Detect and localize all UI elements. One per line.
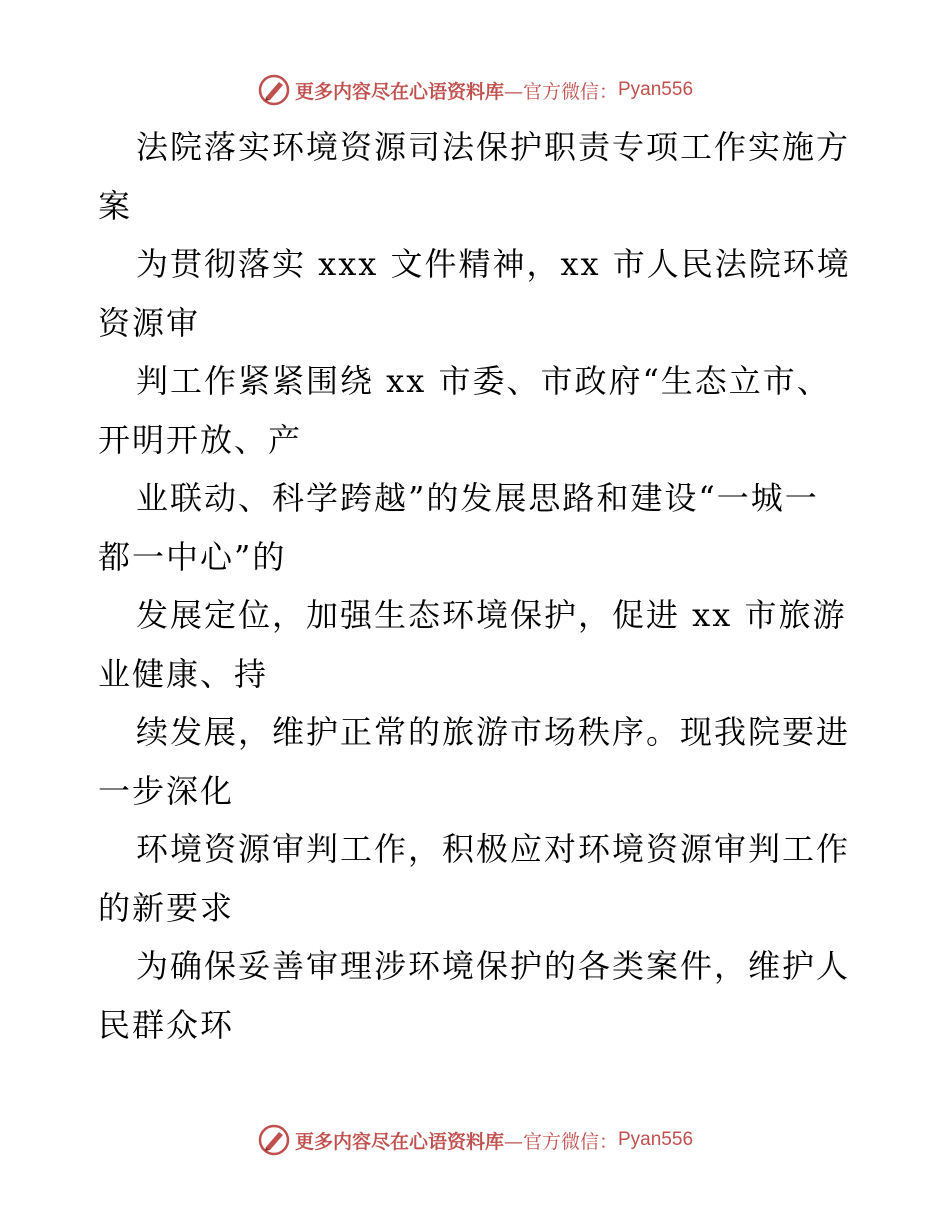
pen-logo-icon <box>257 1123 291 1157</box>
doc-line: 一步深化 <box>98 771 235 810</box>
doc-line: 为确保妥善审理涉环境保护的各类案件，维护人 <box>136 947 851 985</box>
doc-line: 的新要求 <box>98 888 235 927</box>
doc-line: 资源审 <box>98 303 201 342</box>
watermark-id: Pyan556 <box>618 1129 694 1150</box>
watermark-suffix: —官方微信： <box>503 1130 618 1153</box>
pen-logo-icon <box>257 73 291 107</box>
doc-line: 业联动、科学跨越”的发展思路和建设“一城一 <box>136 479 819 517</box>
document-body <box>98 118 858 1054</box>
doc-line: 判工作紧紧围绕 xx 市委、市政府“生态立市、 <box>136 362 831 400</box>
doc-line: 发展定位，加强生态环境保护，促进 xx 市旅游 <box>136 596 847 634</box>
header-watermark <box>0 70 950 110</box>
watermark-suffix: —官方微信： <box>503 80 618 103</box>
doc-title-line-2: 案 <box>98 186 133 225</box>
watermark-text: 更多内容尽在心语资料库 <box>294 80 504 103</box>
doc-line: 为贯彻落实 xxx 文件精神，xx 市人民法院环境 <box>136 245 851 283</box>
doc-title-line-1: 法院落实环境资源司法保护职责专项工作实施方 <box>136 128 851 166</box>
doc-line: 开明开放、产 <box>98 420 303 459</box>
watermark-text: 更多内容尽在心语资料库 <box>294 1130 504 1153</box>
watermark-id: Pyan556 <box>618 79 694 100</box>
doc-line: 业健康、持 <box>98 654 269 693</box>
doc-line: 都一中心”的 <box>98 537 287 576</box>
footer-watermark <box>0 1120 950 1160</box>
doc-line: 续发展，维护正常的旅游市场秩序。现我院要进 <box>136 713 851 751</box>
doc-line: 民群众环 <box>98 1005 235 1044</box>
doc-line: 环境资源审判工作，积极应对环境资源审判工作 <box>136 830 851 868</box>
